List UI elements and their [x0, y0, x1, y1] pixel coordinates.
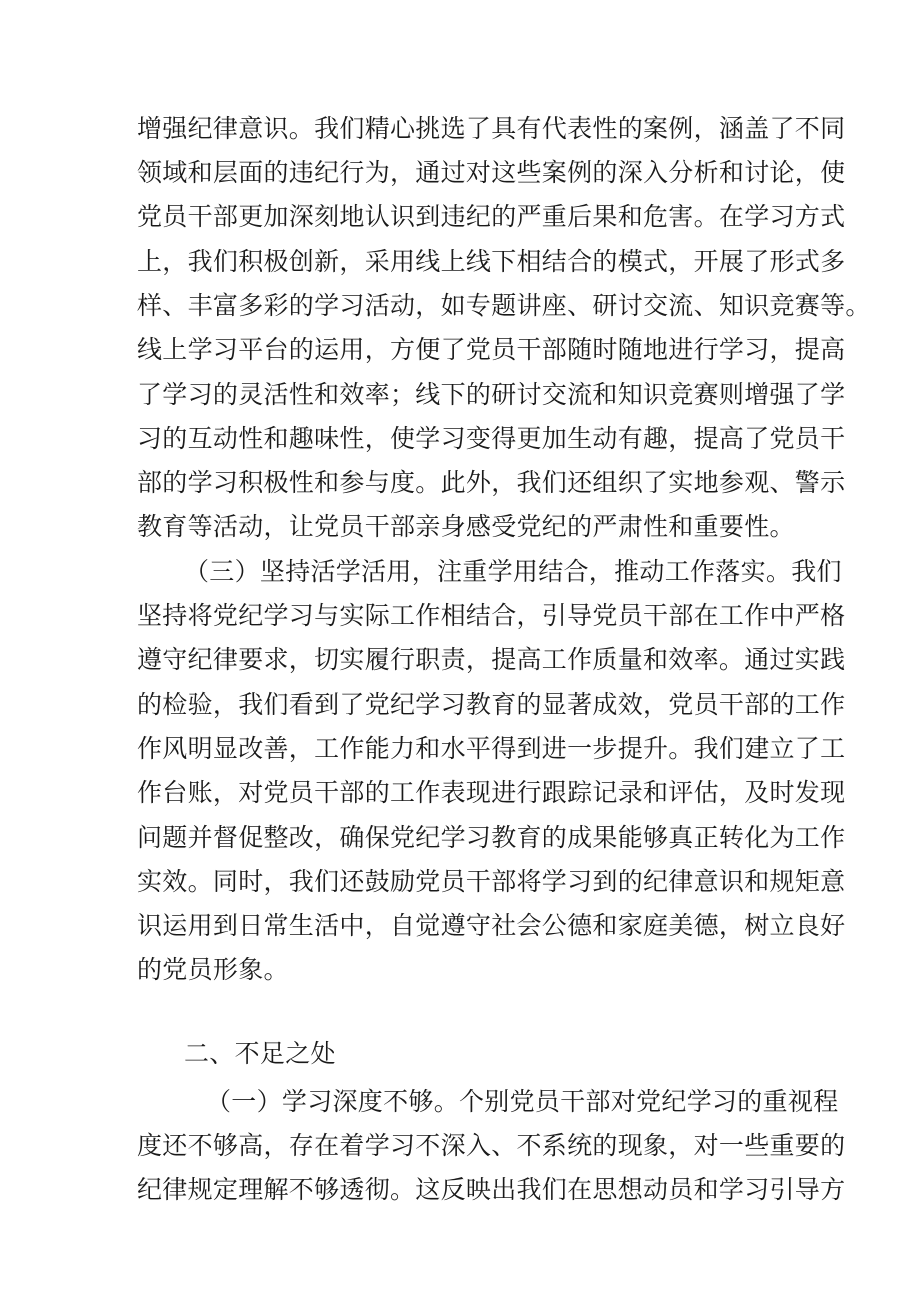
- text-line: 纪律规定理解不够透彻。这反映出我们在思想动员和学习引导方: [137, 1175, 846, 1204]
- text-line: 党员干部更加深刻地认识到违纪的严重后果和危害。在学习方式: [137, 202, 846, 231]
- text-line: 坚持将党纪学习与实际工作相结合，引导党员干部在工作中严格: [137, 601, 846, 630]
- text-line: 习的互动性和趣味性，使学习变得更加生动有趣，提高了党员干: [137, 424, 846, 453]
- text-line: 识运用到日常生活中，自觉遵守社会公德和家庭美德，树立良好: [137, 911, 846, 940]
- text-line: 线上学习平台的运用，方便了党员干部随时随地进行学习，提高: [137, 335, 846, 364]
- text-line: 部的学习积极性和参与度。此外，我们还组织了实地参观、警示: [137, 468, 846, 497]
- text-line: 上，我们积极创新，采用线上线下相结合的模式，开展了形式多: [137, 247, 846, 276]
- text-line: 的检验，我们看到了党纪学习教育的显著成效，党员干部的工作: [137, 690, 846, 719]
- text-line: 作风明显改善，工作能力和水平得到进一步提升。我们建立了工: [137, 734, 846, 763]
- text-line: （三）坚持活学活用，注重学用结合，推动工作落实。我们: [184, 557, 842, 586]
- text-line: 样、丰富多彩的学习活动，如专题讲座、研讨交流、知识竞赛等。: [137, 291, 871, 320]
- text-line: 问题并督促整改，确保党纪学习教育的成果能够真正转化为工作: [137, 823, 846, 852]
- text-line: 度还不够高，存在着学习不深入、不系统的现象，对一些重要的: [137, 1131, 846, 1160]
- text-line: 的党员形象。: [137, 955, 289, 984]
- text-line: （一）学习深度不够。个别党员干部对党纪学习的重视程: [206, 1087, 839, 1116]
- text-line: 领域和层面的违纪行为，通过对这些案例的深入分析和讨论，使: [137, 158, 846, 187]
- text-line: 实效。同时，我们还鼓励党员干部将学习到的纪律意识和规矩意: [137, 867, 846, 896]
- text-line: 教育等活动，让党员干部亲身感受党纪的严肃性和重要性。: [137, 512, 795, 541]
- text-line: 遵守纪律要求，切实履行职责，提高工作质量和效率。通过实践: [137, 645, 846, 674]
- text-line: 了学习的灵活性和效率；线下的研讨交流和知识竞赛则增强了学: [137, 380, 846, 409]
- text-line: 增强纪律意识。我们精心挑选了具有代表性的案例，涵盖了不同: [137, 114, 846, 143]
- text-line: 作台账，对党员干部的工作表现进行跟踪记录和评估，及时发现: [137, 778, 846, 807]
- section-heading: 二、不足之处: [184, 1039, 336, 1068]
